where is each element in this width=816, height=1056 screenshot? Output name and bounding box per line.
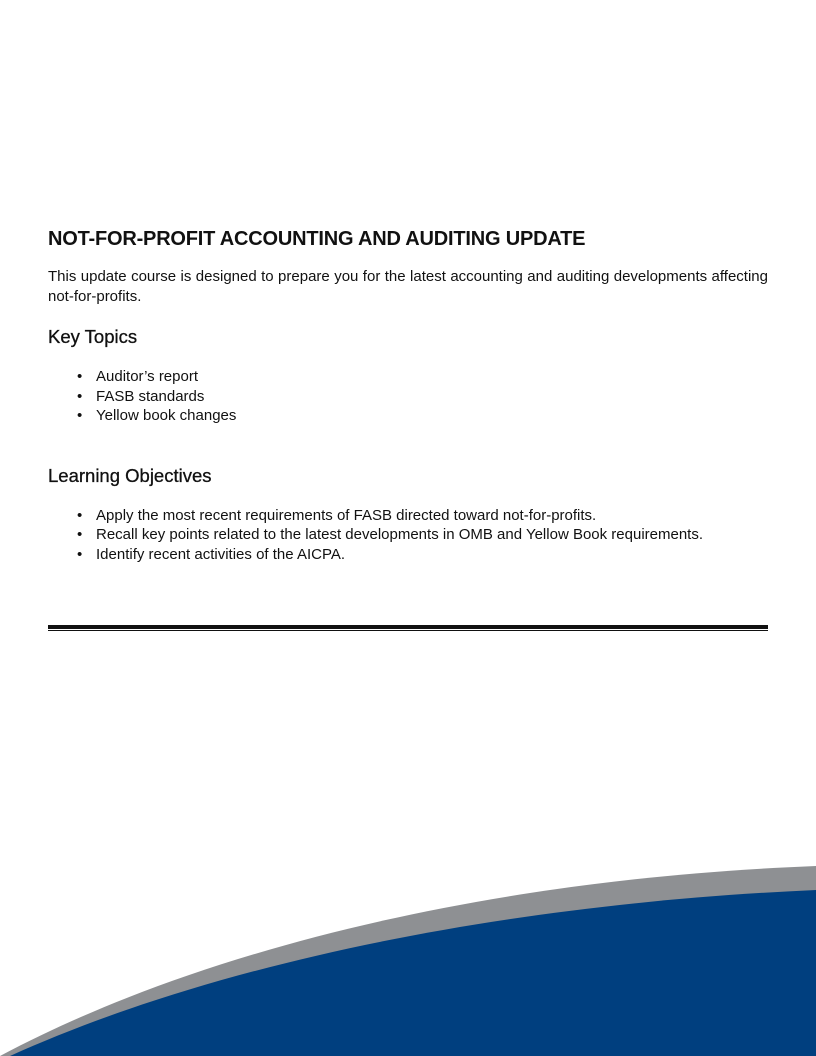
key-topics-heading: Key Topics: [48, 326, 138, 347]
decorative-swoosh: [0, 860, 816, 1056]
list-item: • Apply the most recent requirements of FASB directed toward not-for-profits.: [96, 506, 768, 526]
list-item: • Auditor’s report: [96, 367, 768, 387]
key-topics-list: [48, 367, 768, 426]
learning-objectives-list: [48, 506, 768, 565]
list-item: • Yellow book changes: [96, 406, 768, 426]
divider-thick-line: [48, 625, 768, 629]
page-title: NOT-FOR-PROFIT ACCOUNTING AND AUDITING UPDATE: [48, 228, 586, 250]
divider-thin-line: [48, 630, 768, 631]
list-item: • Recall key points related to the latest developments in OMB and Yellow Book requirements.: [96, 525, 768, 545]
learning-objectives-heading: Learning Objectives: [48, 464, 212, 486]
list-item: • Identify recent activities of the AICPA.: [96, 545, 768, 565]
list-item: • FASB standards: [96, 387, 768, 407]
document-body: [48, 228, 768, 564]
intro-paragraph: This update course is designed to prepare you for the latest accounting and auditing developments affecting not-for-profits.: [48, 268, 768, 305]
section-divider: [48, 625, 768, 631]
